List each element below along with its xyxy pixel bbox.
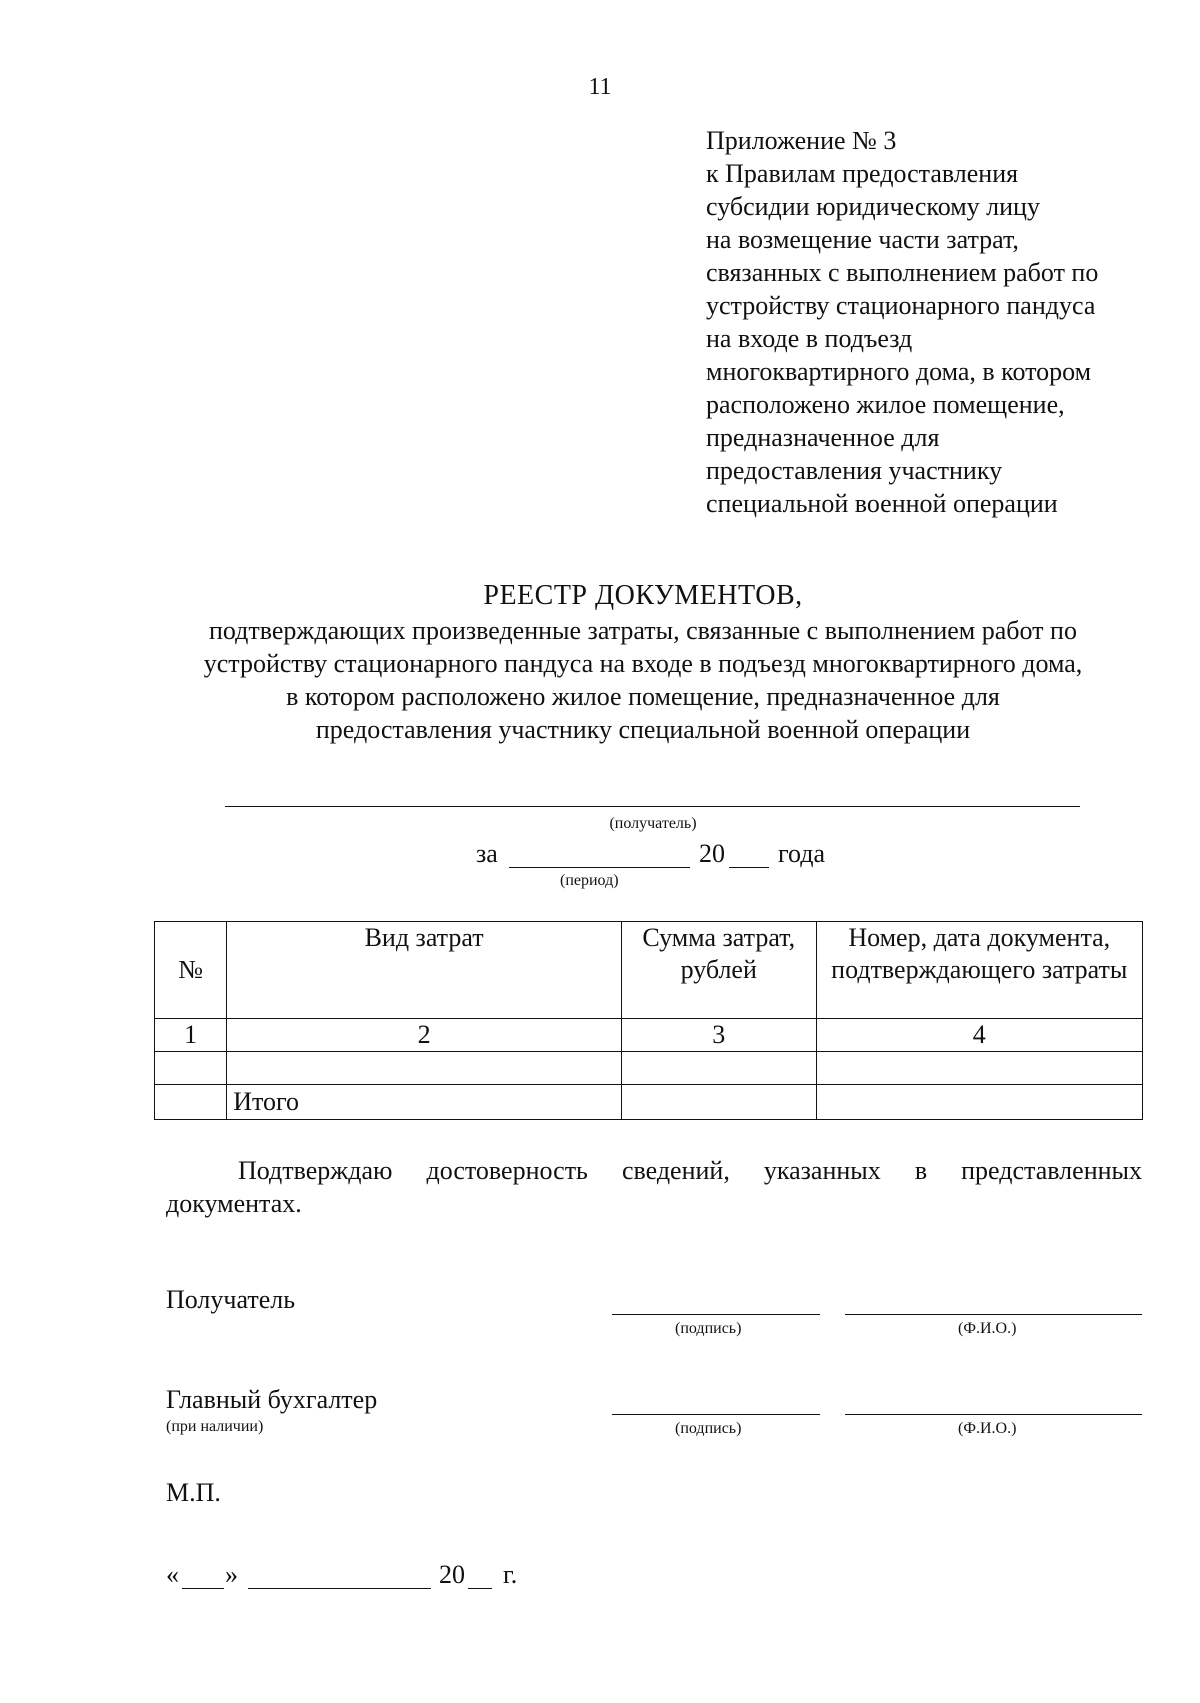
accountant-signature-caption: (подпись) (675, 1420, 742, 1437)
period-year-line (729, 867, 769, 868)
index-cell: 4 (816, 1019, 1142, 1052)
table-header-row (155, 922, 1143, 1019)
table-cell[interactable] (621, 1052, 816, 1085)
table-cell (155, 1085, 227, 1120)
title-sub-line: устройству стационарного пандуса на входе в подъезд многоквартирного дома, (203, 649, 1083, 678)
period-line (509, 867, 690, 868)
table-cell[interactable] (155, 1052, 227, 1085)
date-month-line[interactable] (248, 1588, 431, 1589)
table-cell (816, 1085, 1142, 1120)
recipient-name-line[interactable] (845, 1314, 1142, 1315)
accountant-signature-line[interactable] (612, 1414, 820, 1415)
header-sum: Сумма затрат, рублей (621, 922, 816, 1019)
recipient-name-caption: (Ф.И.О.) (958, 1320, 1017, 1337)
table-cell[interactable] (227, 1052, 622, 1085)
appendix-line: специальной военной операции (706, 489, 1058, 518)
recipient-signature-caption: (подпись) (675, 1320, 742, 1337)
title-main: РЕЕСТР ДОКУМЕНТОВ, (483, 580, 803, 611)
title-sub-line: подтверждающих произведенные затраты, связанные с выполнением работ по (209, 616, 1077, 645)
date-year-line[interactable] (468, 1588, 492, 1589)
appendix-header (706, 124, 1176, 520)
chief-accountant-label: Главный бухгалтер (166, 1385, 378, 1414)
appendix-line: на возмещение части затрат, (706, 225, 1019, 254)
expense-table (154, 921, 1143, 1120)
appendix-line: многоквартирного дома, в котором (706, 357, 1092, 386)
appendix-line: расположено жилое помещение, (706, 390, 1065, 419)
period-year-prefix: 20 (699, 839, 725, 868)
period-caption: (период) (560, 872, 619, 889)
appendix-line: предназначенное для (706, 423, 940, 452)
appendix-line: к Правилам предоставления (706, 159, 1019, 188)
index-cell: 1 (155, 1019, 227, 1052)
chief-accountant-note: (при наличии) (166, 1418, 264, 1435)
index-cell: 3 (621, 1019, 816, 1052)
date-close-quote: » (225, 1560, 238, 1589)
header-num: № (155, 922, 227, 1019)
confirmation-text: Подтверждаю достоверность сведений, указанных в представленных документах. (166, 1156, 1142, 1218)
document-title (140, 578, 1146, 746)
recipient-signature-line[interactable] (612, 1314, 820, 1315)
date-suffix: г. (503, 1560, 518, 1589)
title-sub-line: в котором расположено жилое помещение, предназначенное для (286, 682, 1000, 711)
appendix-line: Приложение № 3 (706, 126, 897, 155)
appendix-line: на входе в подъезд (706, 324, 913, 353)
expense-table-container (154, 921, 1143, 1120)
table-index-row (155, 1019, 1143, 1052)
total-label: Итого (227, 1085, 622, 1120)
recipient-line (225, 806, 1080, 807)
table-cell[interactable] (816, 1052, 1142, 1085)
recipient-label: Получатель (166, 1285, 296, 1314)
header-doc: Номер, дата документа, подтверждающего затраты (816, 922, 1142, 1019)
appendix-line: предоставления участнику (706, 456, 1003, 485)
accountant-name-caption: (Ф.И.О.) (958, 1420, 1017, 1437)
period-suffix: года (778, 839, 826, 868)
total-sum-cell[interactable] (621, 1085, 816, 1120)
date-year-prefix: 20 (439, 1560, 465, 1589)
page-number: 11 (588, 74, 612, 100)
period-prefix: за (476, 839, 498, 868)
date-day-line[interactable] (182, 1588, 224, 1589)
index-cell: 2 (227, 1019, 622, 1052)
appendix-line: связанных с выполнением работ по (706, 258, 1099, 287)
stamp-placeholder: М.П. (166, 1478, 221, 1507)
header-kind: Вид затрат (227, 922, 622, 1019)
date-open-quote: « (166, 1560, 179, 1589)
table-row (155, 1052, 1143, 1085)
table-total-row (155, 1085, 1143, 1120)
appendix-line: устройству стационарного пандуса (706, 291, 1096, 320)
accountant-name-line[interactable] (845, 1414, 1142, 1415)
recipient-caption: (получатель) (609, 815, 697, 832)
appendix-line: субсидии юридическому лицу (706, 192, 1040, 221)
title-sub-line: предоставления участнику специальной военной операции (315, 715, 971, 744)
